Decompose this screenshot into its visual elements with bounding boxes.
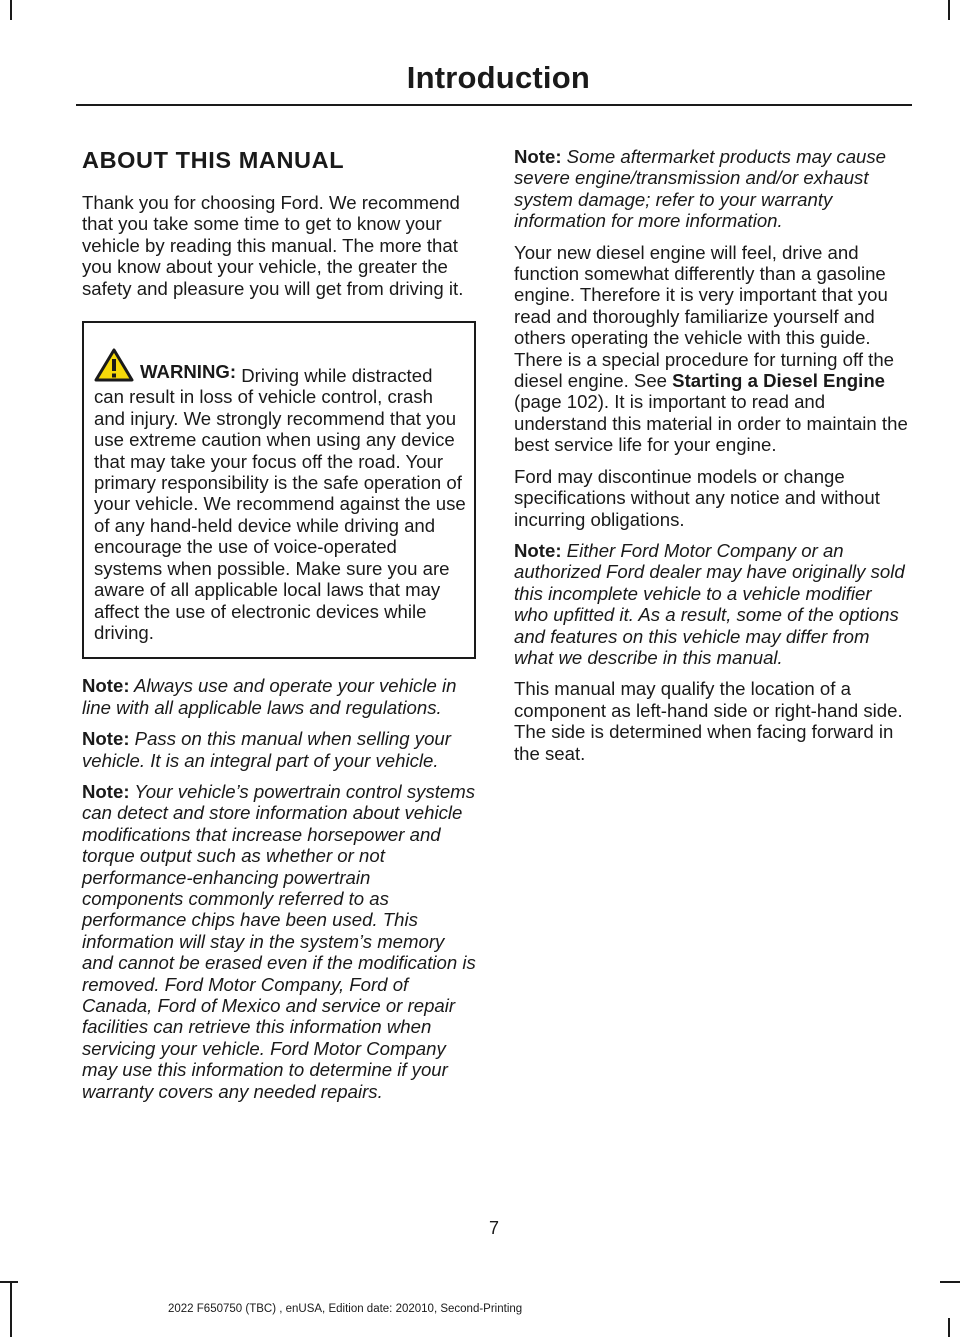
note-powertrain	[82, 781, 476, 1102]
note-lead: Note:	[514, 146, 562, 167]
warning-triangle-icon	[94, 348, 134, 382]
intro-paragraph: Thank you for choosing Ford. We recommend that you take some time to get to know your vehicle by reading this manual. The more that you know about your vehicle, the greater the safety and pleasure you will get from driving it.	[82, 192, 464, 299]
left-column	[82, 146, 476, 1112]
warning-text: Driving while distracted can result in loss of vehicle control, crash and injury. We strongly recommend that you use extreme caution when using any device that may take your focus off the road. Your primary responsibility is the safe operation of your vehicle. We recommend against the use of any hand-held device while driving and encourage the use of voice-operated systems when possible. Make sure you are aware of all applicable local laws that may affect the use of electronic devices while driving.	[94, 365, 466, 643]
note-lead: Note:	[82, 728, 130, 750]
crop-mark-bottom-right-h	[940, 1281, 960, 1283]
discontinue-paragraph: Ford may discontinue models or change specifications without any notice and without incurring obligations.	[514, 465, 880, 530]
page-number: 7	[488, 1218, 499, 1238]
warning-label: WARNING:	[140, 360, 237, 382]
crop-mark-bottom-right-v	[948, 1318, 950, 1337]
diesel-text-before: Your new diesel engine will feel, drive and function somewhat differently than a gasoline engine. Therefore it is very important that you read and thoroughly familiarize yourself and others operating the vehicle with this guide. There is a special procedure for turning off the diesel engine. See	[514, 241, 895, 392]
edition-footer: 2022 F650750 (TBC) , enUSA, Edition date: 202010, Second-Printing	[168, 1303, 523, 1315]
note-text: Pass on this manual when selling your vehicle. It is an integral part of your vehicle.	[82, 728, 451, 771]
crop-mark-top-right	[948, 0, 950, 20]
crop-mark-bottom-left-v	[10, 1281, 12, 1337]
note-text: Your vehicle’s powertrain control systems can detect and store information about vehicle modifications that increase horsepower and torque output such as whether or not performance-enhancing powertrain components commonly referred to as performance chips have been used. This information will stay in the system’s memory and cannot be erased even if the modification is removed. Ford Motor Company, Ford of Canada, Ford of Mexico and service or repair facilities can retrieve this information when servicing your vehicle. Ford Motor Company may use this information to determine if your warranty covers any needed repairs.	[82, 780, 476, 1102]
note-aftermarket	[514, 146, 908, 232]
section-title: ABOUT THIS MANUAL	[82, 147, 345, 173]
note-laws	[82, 675, 476, 718]
note-text: Always use and operate your vehicle in line with all applicable laws and regulations.	[82, 675, 457, 718]
diesel-paragraph	[514, 242, 908, 456]
right-column	[514, 146, 908, 774]
header-divider	[76, 104, 912, 106]
note-lead: Note:	[514, 539, 562, 561]
side-paragraph: This manual may qualify the location of a component as left-hand side or right-hand side. The side is determined when facing forward in the seat.	[514, 678, 903, 764]
page-title: Introduction	[406, 60, 590, 95]
note-text: Some aftermarket products may cause severe engine/transmission and/or exhaust system damage; refer to your warranty information for more information.	[514, 146, 887, 232]
note-lead: Note:	[82, 675, 130, 697]
note-selling	[82, 728, 476, 771]
crop-mark-top-left	[10, 0, 12, 20]
note-lead: Note:	[82, 780, 130, 802]
starting-diesel-engine-link[interactable]: Starting a Diesel Engine	[672, 370, 886, 392]
note-upfit	[514, 540, 908, 668]
warning-box	[82, 321, 476, 659]
note-text: Either Ford Motor Company or an authorized Ford dealer may have originally sold this incomplete vehicle to a vehicle modifier who upfitted it. As a result, some of the options and features on this vehicle may differ from what we describe in this manual.	[514, 539, 905, 668]
warning-head	[94, 348, 236, 382]
diesel-text-after: (page 102). It is important to read and understand this material in order to maintain the best service life for your engine.	[514, 391, 908, 456]
crop-mark-bottom-left-h	[0, 1281, 18, 1283]
